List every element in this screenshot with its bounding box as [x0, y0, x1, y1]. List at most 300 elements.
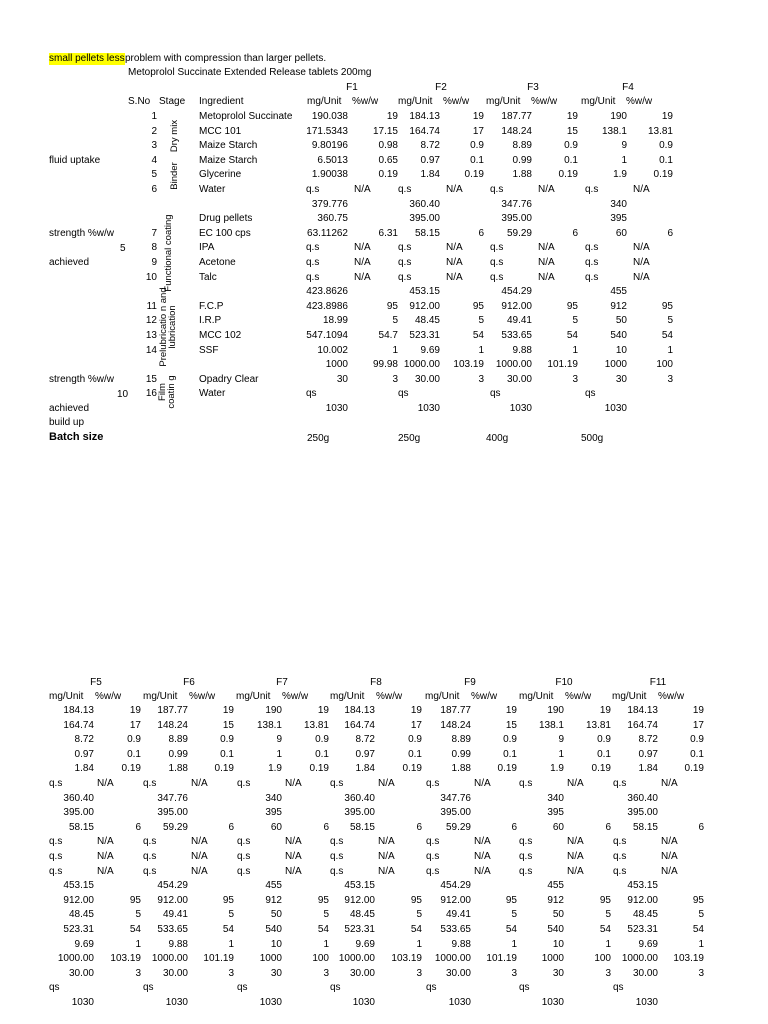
- value-mg: 138.1: [256, 720, 282, 731]
- value-mg: q.s: [519, 866, 533, 877]
- value-percent: 19: [505, 705, 517, 716]
- value-percent: 54: [692, 924, 704, 935]
- value-percent: 19: [222, 705, 234, 716]
- value-mg: 1.9: [550, 763, 564, 774]
- value-percent: N/A: [661, 778, 678, 789]
- value-percent: N/A: [567, 866, 584, 877]
- value-percent: 5: [605, 909, 611, 920]
- value-percent: 103.19: [453, 359, 484, 370]
- value-mg: 395.00: [409, 213, 440, 224]
- value-mg: 1.88: [168, 763, 188, 774]
- col-header-ingredient: Ingredient: [199, 96, 244, 107]
- value-mg: 455: [610, 286, 627, 297]
- value-mg: q.s: [490, 272, 504, 283]
- value-mg: 912.00: [157, 895, 188, 906]
- value-percent: 5: [228, 909, 234, 920]
- value-mg: 1.90038: [311, 169, 348, 180]
- value-mg: 1000: [604, 359, 627, 370]
- col-header-percent: %w/w: [565, 691, 592, 702]
- value-mg: 1030: [604, 403, 627, 414]
- value-mg: 1.9: [268, 763, 282, 774]
- row-sno: 10: [145, 272, 157, 283]
- value-mg: 164.74: [344, 720, 375, 731]
- value-mg: 9: [558, 734, 564, 745]
- value-mg: q.s: [613, 778, 627, 789]
- value-percent: 1: [511, 939, 517, 950]
- value-mg: 30.00: [349, 968, 375, 979]
- formulation-header: F4: [622, 82, 634, 93]
- row-ingredient: I.R.P: [199, 315, 222, 326]
- value-mg: 547.1094: [306, 330, 348, 341]
- value-mg: q.s: [237, 866, 251, 877]
- batch-size-value: 400g: [486, 433, 509, 444]
- value-percent: 6: [605, 822, 611, 833]
- stage-binder: Binder: [169, 162, 180, 190]
- value-mg: 1000.00: [621, 953, 658, 964]
- value-mg: q.s: [490, 184, 504, 195]
- value-percent: 3: [416, 968, 422, 979]
- value-percent: 0.9: [315, 734, 329, 745]
- value-mg: q.s: [306, 184, 320, 195]
- value-mg: qs: [306, 388, 317, 399]
- value-percent: N/A: [97, 778, 114, 789]
- value-mg: 912.00: [344, 895, 375, 906]
- value-percent: 54: [129, 924, 141, 935]
- value-percent: 0.1: [470, 155, 484, 166]
- value-percent: 15: [222, 720, 234, 731]
- value-mg: q.s: [398, 257, 412, 268]
- value-mg: 1030: [352, 997, 375, 1008]
- row-sno: 3: [151, 140, 157, 151]
- value-mg: 347.76: [440, 793, 471, 804]
- value-mg: 49.41: [162, 909, 188, 920]
- col-header-mg-unit: mg/Unit: [486, 96, 521, 107]
- value-mg: 0.99: [512, 155, 532, 166]
- value-percent: N/A: [474, 851, 491, 862]
- value-percent: 3: [572, 374, 578, 385]
- value-mg: 190: [265, 705, 282, 716]
- value-mg: 18.99: [322, 315, 348, 326]
- value-mg: q.s: [585, 242, 599, 253]
- value-percent: 17: [692, 720, 704, 731]
- value-mg: q.s: [49, 866, 63, 877]
- value-mg: 138.1: [538, 720, 564, 731]
- row-ingredient: Metoprolol Succinate: [199, 111, 293, 122]
- value-mg: 1.84: [638, 763, 658, 774]
- value-mg: 30.00: [414, 374, 440, 385]
- value-mg: 340: [547, 793, 564, 804]
- value-percent: 6: [572, 228, 578, 239]
- value-mg: q.s: [426, 866, 440, 877]
- row-ingredient: EC 100 cps: [199, 228, 251, 239]
- value-mg: 1: [558, 749, 564, 760]
- value-percent: 19: [599, 705, 611, 716]
- value-percent: 6: [667, 228, 673, 239]
- batch-size-value: 500g: [581, 433, 604, 444]
- value-mg: qs: [519, 982, 530, 993]
- value-mg: 454.29: [157, 880, 188, 891]
- value-mg: q.s: [330, 866, 344, 877]
- value-percent: 0.65: [378, 155, 398, 166]
- col-header-percent: %w/w: [376, 691, 403, 702]
- value-percent: 0.19: [591, 763, 611, 774]
- value-mg: 184.13: [63, 705, 94, 716]
- batch-size-value: 250g: [398, 433, 421, 444]
- value-percent: 1: [392, 345, 398, 356]
- row-ingredient: Maize Starch: [199, 155, 258, 166]
- value-percent: 0.19: [497, 763, 517, 774]
- value-mg: 58.15: [349, 822, 375, 833]
- row-ingredient: Maize Starch: [199, 140, 258, 151]
- value-percent: 13.81: [303, 720, 329, 731]
- value-percent: N/A: [633, 242, 650, 253]
- value-percent: 54: [410, 924, 422, 935]
- value-percent: N/A: [661, 836, 678, 847]
- value-percent: N/A: [567, 851, 584, 862]
- value-percent: 0.1: [127, 749, 141, 760]
- value-percent: N/A: [378, 836, 395, 847]
- value-mg: 395.00: [157, 807, 188, 818]
- row-ingredient: F.C.P: [199, 301, 224, 312]
- value-percent: 54: [566, 330, 578, 341]
- value-percent: 0.1: [220, 749, 234, 760]
- value-percent: 3: [323, 968, 329, 979]
- value-mg: 0.99: [168, 749, 188, 760]
- row-sno: 2: [151, 126, 157, 137]
- value-mg: 912.00: [63, 895, 94, 906]
- value-mg: q.s: [306, 257, 320, 268]
- value-mg: q.s: [237, 836, 251, 847]
- value-mg: 9.69: [355, 939, 375, 950]
- value-mg: 30.00: [506, 374, 532, 385]
- value-mg: qs: [143, 982, 154, 993]
- value-percent: 6: [228, 822, 234, 833]
- value-mg: 454.29: [440, 880, 471, 891]
- value-mg: 423.8626: [306, 286, 348, 297]
- value-mg: 164.74: [63, 720, 94, 731]
- value-percent: 0.9: [470, 140, 484, 151]
- value-mg: 1000.00: [434, 953, 471, 964]
- value-percent: 19: [410, 705, 422, 716]
- value-percent: N/A: [191, 836, 208, 847]
- value-mg: 455: [265, 880, 282, 891]
- value-mg: 8.72: [420, 140, 440, 151]
- value-percent: 13.81: [585, 720, 611, 731]
- value-mg: 454.29: [501, 286, 532, 297]
- value-mg: 912.00: [501, 301, 532, 312]
- value-percent: N/A: [567, 836, 584, 847]
- value-percent: 19: [129, 705, 141, 716]
- value-mg: 360.40: [627, 793, 658, 804]
- value-mg: 6.5013: [317, 155, 348, 166]
- formulation-header: F9: [464, 677, 476, 688]
- value-mg: q.s: [398, 272, 412, 283]
- value-percent: 6: [698, 822, 704, 833]
- value-mg: 1000: [325, 359, 348, 370]
- value-percent: N/A: [633, 272, 650, 283]
- value-percent: 54: [505, 924, 517, 935]
- value-percent: 1: [228, 939, 234, 950]
- value-percent: N/A: [285, 851, 302, 862]
- value-percent: 1: [605, 939, 611, 950]
- row-ingredient: Water: [199, 388, 226, 399]
- formulation-header: F1: [346, 82, 358, 93]
- value-percent: N/A: [378, 866, 395, 877]
- value-percent: N/A: [474, 866, 491, 877]
- value-mg: 1.88: [512, 169, 532, 180]
- value-percent: 100: [594, 953, 611, 964]
- value-mg: 912: [610, 301, 627, 312]
- value-mg: 10: [552, 939, 564, 950]
- value-percent: N/A: [474, 778, 491, 789]
- value-percent: 0.1: [690, 749, 704, 760]
- value-mg: 533.65: [157, 924, 188, 935]
- value-percent: 6: [511, 822, 517, 833]
- value-percent: N/A: [285, 866, 302, 877]
- value-percent: 19: [661, 111, 673, 122]
- formulation-header: F2: [435, 82, 447, 93]
- value-mg: q.s: [613, 851, 627, 862]
- row-sno: 7: [151, 228, 157, 239]
- value-percent: 0.9: [408, 734, 422, 745]
- col-header-mg-unit: mg/Unit: [49, 691, 84, 702]
- value-percent: 3: [605, 968, 611, 979]
- value-mg: 50: [270, 909, 282, 920]
- value-percent: N/A: [354, 242, 371, 253]
- value-mg: 340: [265, 793, 282, 804]
- value-mg: 1000.00: [495, 359, 532, 370]
- value-percent: 6: [135, 822, 141, 833]
- col-header-percent: %w/w: [626, 96, 653, 107]
- value-mg: q.s: [426, 851, 440, 862]
- col-header-mg-unit: mg/Unit: [581, 96, 616, 107]
- value-mg: 1030: [71, 997, 94, 1008]
- value-percent: N/A: [538, 257, 555, 268]
- value-percent: 5: [416, 909, 422, 920]
- value-mg: q.s: [585, 272, 599, 283]
- value-mg: qs: [613, 982, 624, 993]
- value-percent: 17.15: [372, 126, 398, 137]
- batch-size-label: Batch size: [49, 431, 104, 443]
- value-percent: N/A: [538, 242, 555, 253]
- value-mg: 523.31: [627, 924, 658, 935]
- value-percent: 95: [129, 895, 141, 906]
- batch-size-value: 250g: [307, 433, 330, 444]
- value-mg: q.s: [519, 851, 533, 862]
- value-percent: 1: [572, 345, 578, 356]
- value-percent: N/A: [97, 851, 114, 862]
- value-mg: 9: [276, 734, 282, 745]
- value-mg: 395.00: [344, 807, 375, 818]
- value-mg: 0.99: [451, 749, 471, 760]
- value-percent: 54: [661, 330, 673, 341]
- side-note-fluid-uptake: fluid uptake: [49, 155, 101, 166]
- value-percent: N/A: [474, 836, 491, 847]
- value-mg: 912.00: [440, 895, 471, 906]
- row-ingredient: MCC 101: [199, 126, 242, 137]
- value-mg: q.s: [613, 866, 627, 877]
- value-percent: 95: [505, 895, 517, 906]
- row-sno: 11: [146, 301, 157, 312]
- value-percent: 6: [478, 228, 484, 239]
- formulation-header: F3: [527, 82, 539, 93]
- value-mg: 395.00: [627, 807, 658, 818]
- value-percent: N/A: [285, 836, 302, 847]
- value-percent: 0.9: [597, 734, 611, 745]
- value-percent: 0.9: [564, 140, 578, 151]
- value-percent: N/A: [97, 866, 114, 877]
- side-note-strength-value: 5: [120, 243, 126, 254]
- value-mg: 8.89: [451, 734, 471, 745]
- value-percent: 5: [667, 315, 673, 326]
- value-percent: N/A: [354, 184, 371, 195]
- side-note-strength: strength %w/w: [49, 374, 115, 385]
- value-mg: 30.00: [68, 968, 94, 979]
- value-percent: 0.1: [659, 155, 673, 166]
- value-mg: 1000.00: [403, 359, 440, 370]
- value-mg: 360.40: [344, 793, 375, 804]
- value-percent: 17: [410, 720, 422, 731]
- formulation-header: F11: [649, 677, 667, 688]
- value-mg: q.s: [398, 242, 412, 253]
- value-mg: 347.76: [157, 793, 188, 804]
- value-mg: 379.776: [311, 199, 348, 210]
- col-header-sno: S.No: [128, 96, 151, 107]
- value-percent: 0.19: [309, 763, 329, 774]
- value-mg: 395: [265, 807, 282, 818]
- row-ingredient: Water: [199, 184, 226, 195]
- value-percent: 95: [566, 301, 578, 312]
- formulation-header: F8: [370, 677, 382, 688]
- value-percent: 3: [511, 968, 517, 979]
- value-mg: 540: [265, 924, 282, 935]
- value-mg: 58.15: [68, 822, 94, 833]
- value-mg: 1.9: [613, 169, 627, 180]
- value-percent: 3: [478, 374, 484, 385]
- note-text: problem with compression than larger pellets.: [125, 53, 327, 64]
- col-header-stage: Stage: [159, 96, 186, 107]
- value-percent: N/A: [378, 851, 395, 862]
- col-header-mg-unit: mg/Unit: [425, 691, 460, 702]
- stage-dry-mix: Dry mix: [169, 119, 180, 153]
- value-percent: 0.19: [464, 169, 484, 180]
- value-mg: qs: [426, 982, 437, 993]
- value-percent: 5: [392, 315, 398, 326]
- value-mg: q.s: [143, 851, 157, 862]
- value-percent: 100: [312, 953, 329, 964]
- col-header-percent: %w/w: [95, 691, 122, 702]
- value-percent: 54: [317, 924, 329, 935]
- value-mg: q.s: [330, 851, 344, 862]
- value-percent: 0.1: [408, 749, 422, 760]
- value-mg: 533.65: [440, 924, 471, 935]
- col-header-mg-unit: mg/Unit: [236, 691, 271, 702]
- value-percent: 17: [472, 126, 484, 137]
- value-percent: 19: [472, 111, 484, 122]
- value-percent: N/A: [567, 778, 584, 789]
- value-mg: 8.89: [168, 734, 188, 745]
- side-note-achieved: achieved: [49, 257, 90, 268]
- value-percent: 17: [129, 720, 141, 731]
- stage-functional-coating: Functional coating: [163, 214, 174, 292]
- value-percent: N/A: [661, 851, 678, 862]
- side-note-strength-value: 10: [117, 389, 129, 400]
- value-percent: N/A: [354, 257, 371, 268]
- value-mg: 60: [552, 822, 564, 833]
- value-mg: q.s: [143, 836, 157, 847]
- value-mg: 30: [336, 374, 348, 385]
- value-percent: 5: [478, 315, 484, 326]
- value-percent: 0.1: [564, 155, 578, 166]
- value-percent: 100: [656, 359, 673, 370]
- value-mg: q.s: [143, 778, 157, 789]
- value-mg: 455: [547, 880, 564, 891]
- value-mg: 912: [547, 895, 564, 906]
- value-percent: 0.1: [315, 749, 329, 760]
- value-mg: 59.29: [445, 822, 471, 833]
- value-mg: q.s: [490, 242, 504, 253]
- row-sno: 12: [145, 315, 157, 326]
- formulation-header: F5: [90, 677, 102, 688]
- value-mg: 360.40: [63, 793, 94, 804]
- formulation-header: F7: [276, 677, 288, 688]
- value-percent: N/A: [633, 184, 650, 195]
- value-mg: q.s: [398, 184, 412, 195]
- value-percent: 95: [386, 301, 398, 312]
- value-percent: 0.1: [503, 749, 517, 760]
- document-title: Metoprolol Succinate Extended Release tablets 200mg: [128, 67, 372, 78]
- value-mg: 1: [621, 155, 627, 166]
- value-mg: q.s: [330, 778, 344, 789]
- row-sno: 13: [145, 330, 157, 341]
- col-header-mg-unit: mg/Unit: [330, 691, 365, 702]
- value-mg: 0.97: [638, 749, 658, 760]
- value-percent: N/A: [97, 836, 114, 847]
- value-mg: 30.00: [162, 968, 188, 979]
- value-percent: 101.19: [203, 953, 234, 964]
- value-mg: 164.74: [409, 126, 440, 137]
- value-mg: 453.15: [344, 880, 375, 891]
- value-mg: 60: [615, 228, 627, 239]
- value-percent: 0.19: [378, 169, 398, 180]
- value-percent: 19: [386, 111, 398, 122]
- value-mg: 1000.00: [151, 953, 188, 964]
- value-mg: 1030: [448, 997, 471, 1008]
- value-mg: 48.45: [349, 909, 375, 920]
- value-mg: 30: [270, 968, 282, 979]
- value-percent: 95: [317, 895, 329, 906]
- value-mg: q.s: [519, 836, 533, 847]
- value-mg: 9.69: [420, 345, 440, 356]
- side-note-strength: strength %w/w: [49, 228, 115, 239]
- value-mg: 59.29: [506, 228, 532, 239]
- value-mg: 30: [552, 968, 564, 979]
- value-percent: 0.1: [597, 749, 611, 760]
- value-mg: 423.8986: [306, 301, 348, 312]
- value-percent: 5: [572, 315, 578, 326]
- value-percent: 54.7: [378, 330, 398, 341]
- col-header-percent: %w/w: [471, 691, 498, 702]
- value-mg: 9.88: [168, 939, 188, 950]
- value-mg: q.s: [306, 242, 320, 253]
- value-mg: 9.80196: [311, 140, 348, 151]
- value-percent: 6.31: [378, 228, 398, 239]
- value-percent: N/A: [191, 851, 208, 862]
- value-mg: 9: [621, 140, 627, 151]
- value-percent: 95: [410, 895, 422, 906]
- value-mg: 360.75: [317, 213, 348, 224]
- value-percent: 5: [323, 909, 329, 920]
